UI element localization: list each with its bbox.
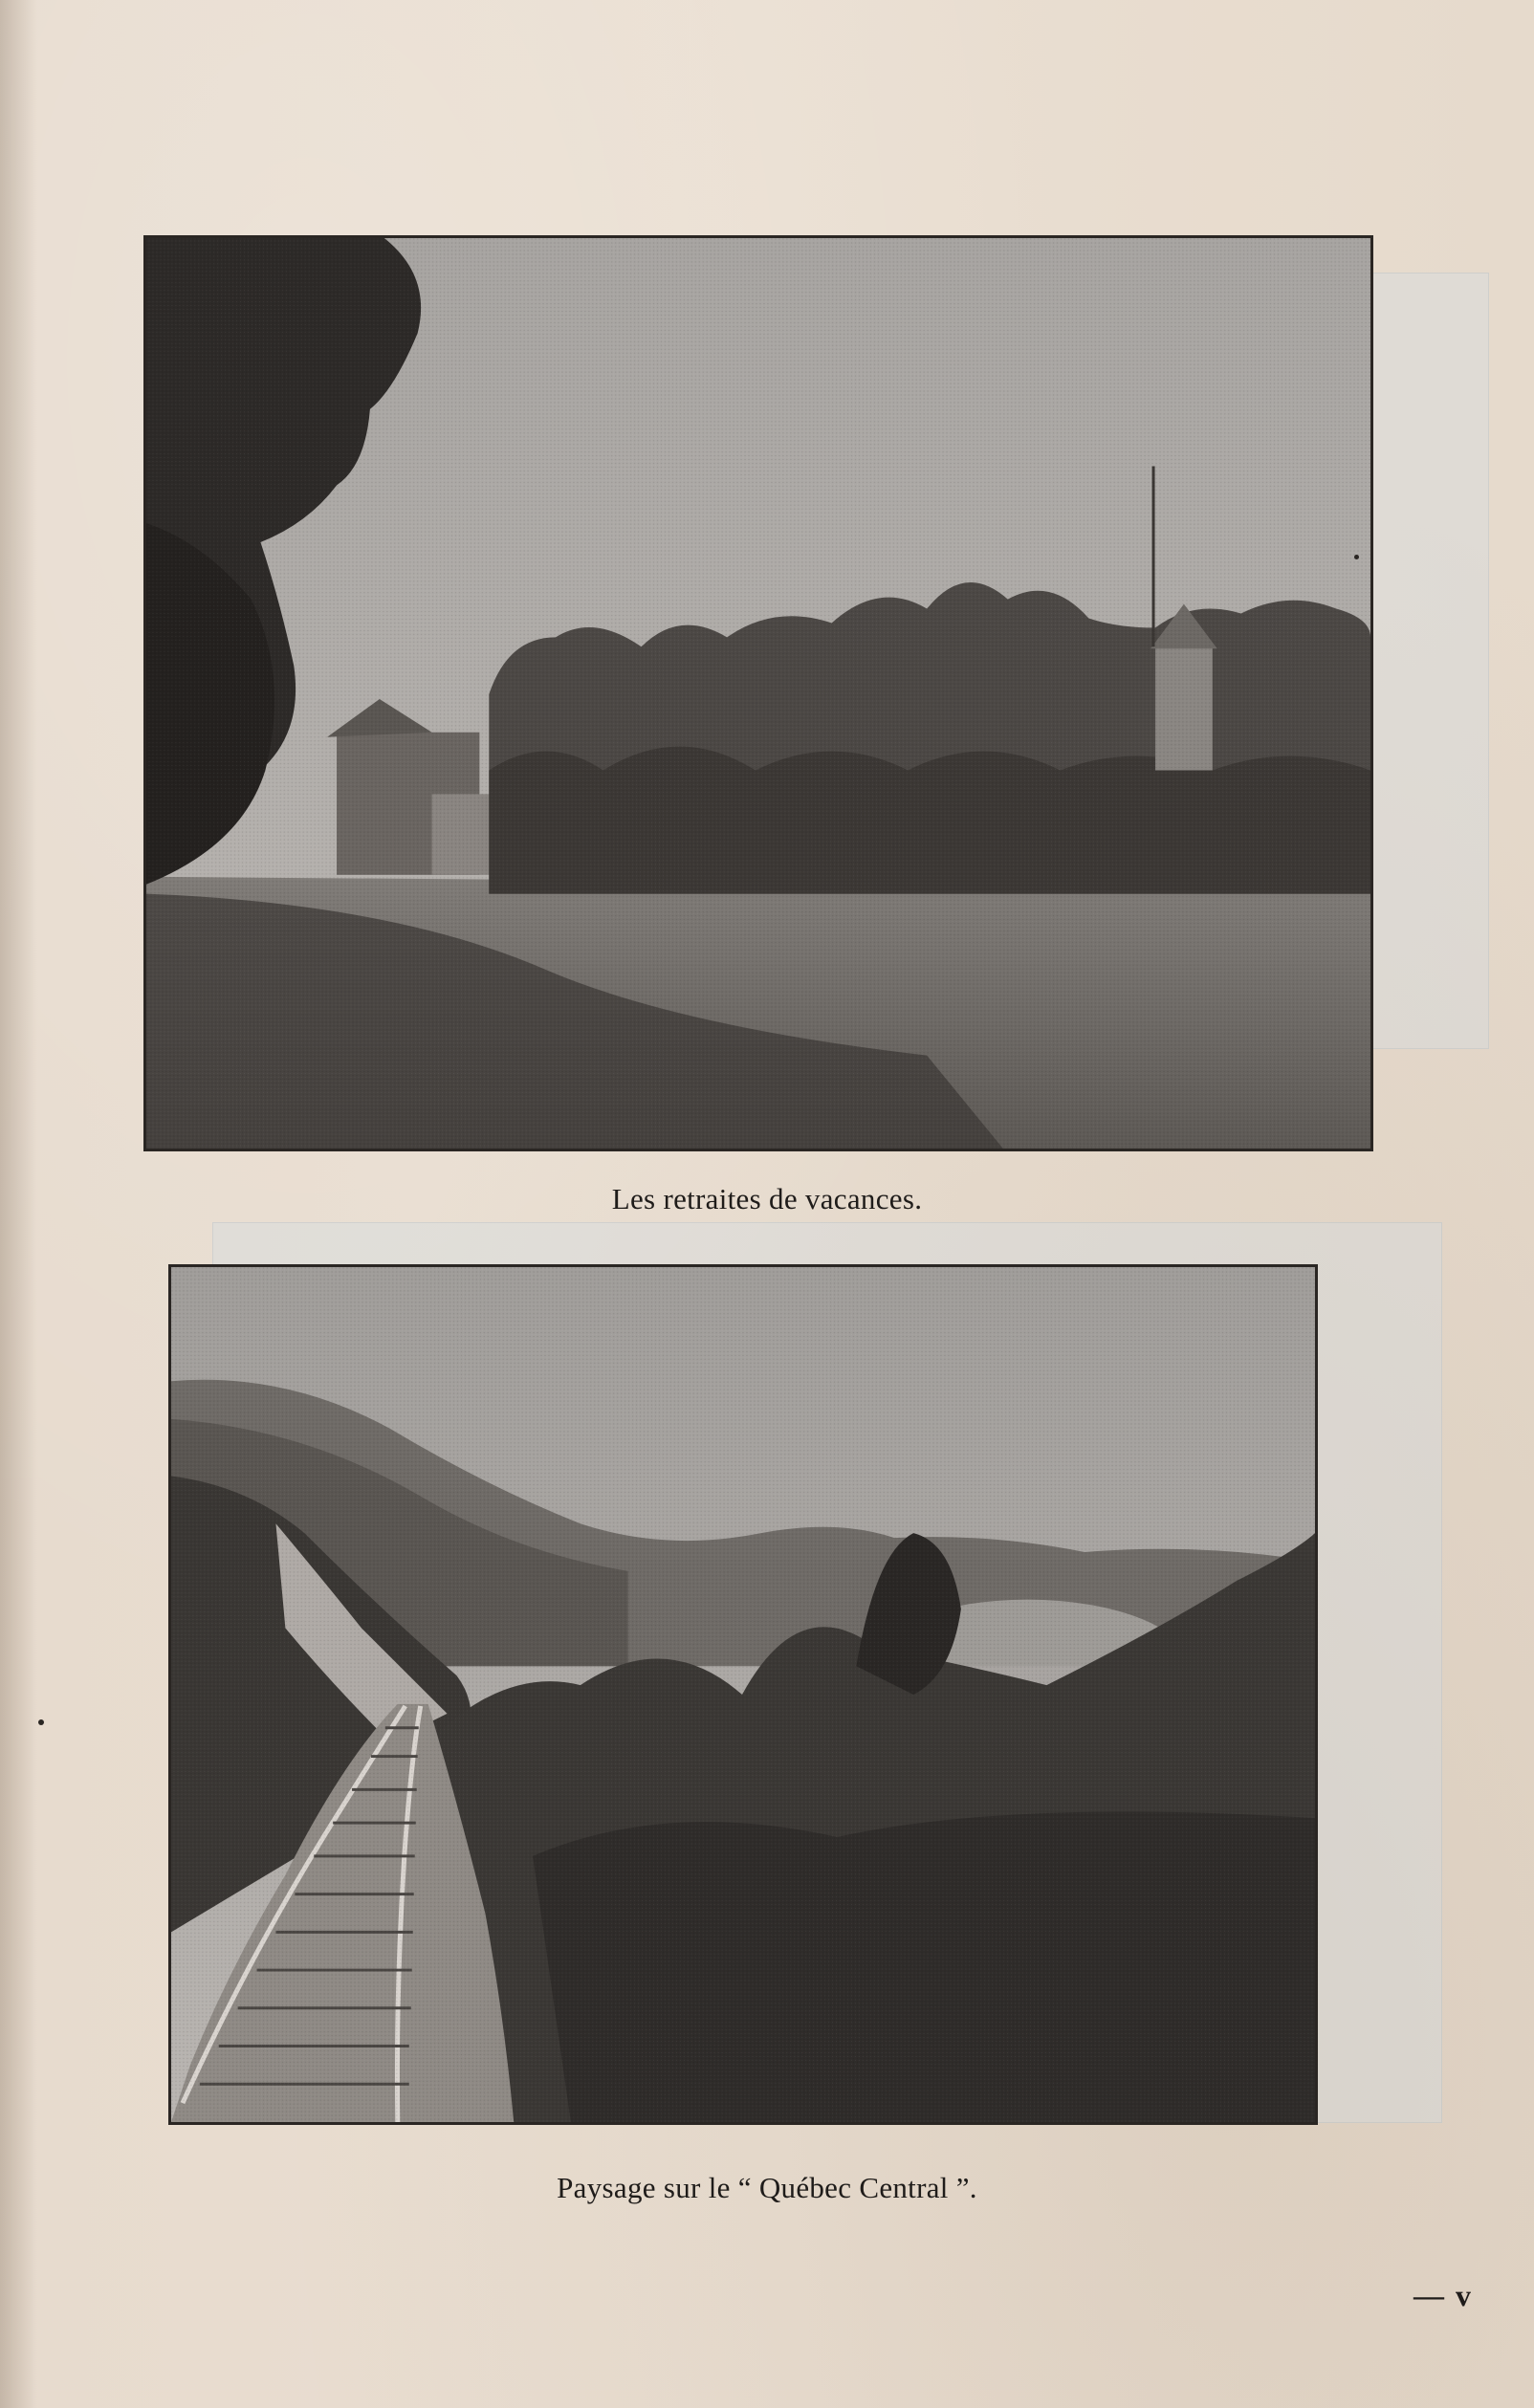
photo-quebec-central-landscape <box>168 1264 1318 2125</box>
photo-vacation-retreat <box>143 235 1373 1151</box>
page-number: — v <box>1413 2278 1473 2312</box>
photo-caption-upper: Les retraites de vacances. <box>611 1182 923 1215</box>
ink-speck <box>38 1719 44 1725</box>
show-through-upper <box>1368 273 1489 1049</box>
photo-vacation-retreat-image <box>146 238 1370 1149</box>
photo-caption-lower: Paysage sur le “ Québec Central ”. <box>557 2171 977 2204</box>
photo-quebec-central-landscape-image <box>171 1267 1315 2122</box>
ink-speck <box>1354 555 1359 559</box>
